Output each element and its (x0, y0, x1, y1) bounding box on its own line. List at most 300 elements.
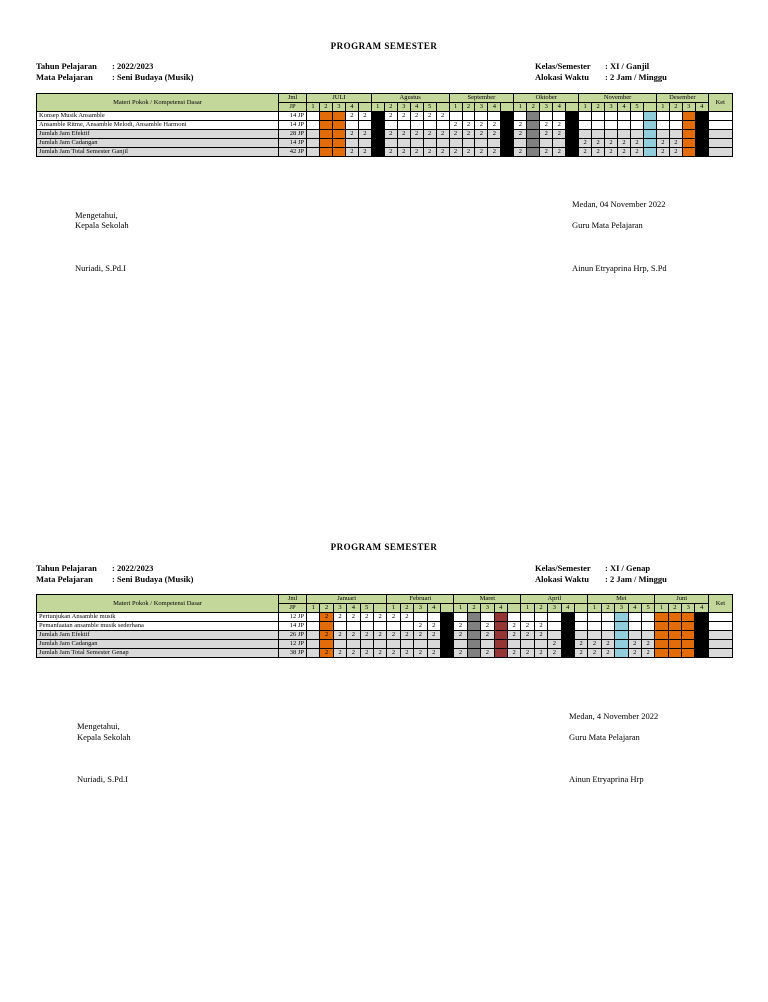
week-cell: 2 (397, 112, 410, 121)
week-cell (574, 631, 587, 640)
week-cell (358, 139, 371, 148)
week-cell (682, 631, 695, 640)
teacher-name: Ainun Etryaprina Hrp (569, 774, 644, 784)
week-header: 4 (347, 604, 360, 613)
week-cell (668, 640, 681, 649)
week-cell: 2 (360, 649, 373, 658)
week-cell (588, 631, 601, 640)
week-cell (618, 112, 631, 121)
week-cell (494, 613, 507, 622)
week-cell: 2 (345, 112, 358, 121)
table-row (37, 622, 733, 631)
row-ket (708, 130, 732, 139)
week-cell (561, 640, 574, 649)
header-jp: JP (279, 103, 307, 112)
week-cell: 2 (387, 613, 400, 622)
week-header: 3 (414, 604, 427, 613)
week-cell (618, 121, 631, 130)
week-cell (601, 622, 614, 631)
week-cell: 2 (360, 613, 373, 622)
week-cell: 2 (548, 640, 561, 649)
week-cell (628, 631, 641, 640)
week-cell (320, 622, 333, 631)
week-cell (345, 139, 358, 148)
week-header: 2 (384, 103, 397, 112)
schedule-table (36, 93, 733, 157)
week-header: 4 (410, 103, 423, 112)
week-cell (440, 613, 453, 622)
week-cell (682, 139, 695, 148)
week-cell: 2 (579, 139, 592, 148)
week-cell (695, 640, 708, 649)
week-header: 3 (548, 604, 561, 613)
week-cell: 2 (475, 148, 488, 157)
week-cell (358, 121, 371, 130)
week-cell: 2 (507, 622, 520, 631)
week-cell (655, 640, 668, 649)
week-cell: 2 (534, 622, 547, 631)
week-cell (540, 139, 553, 148)
week-cell (467, 649, 480, 658)
year-label: Tahun Pelajaran (36, 61, 97, 71)
week-cell (643, 130, 656, 139)
week-cell: 2 (333, 649, 346, 658)
week-header (436, 103, 449, 112)
week-cell (630, 112, 643, 121)
week-cell (475, 112, 488, 121)
week-cell (467, 631, 480, 640)
week-cell: 2 (592, 148, 605, 157)
week-cell: 2 (656, 139, 669, 148)
week-header: 1 (579, 103, 592, 112)
row-jp: 14 JP (279, 139, 307, 148)
week-cell: 2 (436, 148, 449, 157)
week-cell: 2 (488, 130, 501, 139)
week-cell (615, 622, 628, 631)
week-cell (682, 649, 695, 658)
week-cell (655, 649, 668, 658)
week-cell: 2 (423, 112, 436, 121)
week-cell (655, 613, 668, 622)
week-cell: 2 (333, 631, 346, 640)
week-cell: 2 (347, 613, 360, 622)
week-cell: 2 (358, 148, 371, 157)
week-cell (373, 640, 386, 649)
week-cell (307, 148, 320, 157)
week-cell: 2 (384, 148, 397, 157)
principal-title: Kepala Sekolah (77, 732, 131, 742)
week-cell (481, 640, 494, 649)
table-row (37, 112, 733, 121)
week-cell: 2 (475, 121, 488, 130)
week-cell (514, 139, 527, 148)
row-ket (708, 649, 732, 658)
week-cell (655, 631, 668, 640)
week-cell (449, 139, 462, 148)
week-cell: 2 (618, 148, 631, 157)
teacher-title: Guru Mata Pelajaran (569, 732, 640, 742)
week-cell: 2 (462, 121, 475, 130)
week-cell: 2 (454, 622, 467, 631)
week-cell (548, 613, 561, 622)
week-cell (574, 622, 587, 631)
week-cell (605, 112, 618, 121)
acknowledge-label: Mengetahui, (77, 721, 120, 731)
week-cell: 2 (592, 139, 605, 148)
week-cell (397, 121, 410, 130)
month-header: Januari (307, 595, 387, 604)
week-cell (548, 622, 561, 631)
time-label: Alokasi Waktu (535, 72, 589, 82)
week-header (501, 103, 514, 112)
week-cell (668, 631, 681, 640)
week-cell (501, 121, 514, 130)
week-cell (618, 130, 631, 139)
program-semester-ganjil (0, 0, 768, 500)
week-cell (566, 130, 579, 139)
week-cell (641, 622, 654, 631)
week-cell: 2 (514, 130, 527, 139)
week-cell (360, 640, 373, 649)
week-cell (605, 121, 618, 130)
week-header: 2 (668, 604, 681, 613)
week-cell: 2 (414, 622, 427, 631)
week-cell (601, 613, 614, 622)
week-cell: 2 (358, 112, 371, 121)
week-cell (494, 631, 507, 640)
week-cell: 2 (588, 649, 601, 658)
week-cell (307, 121, 320, 130)
week-cell (561, 631, 574, 640)
week-cell (481, 613, 494, 622)
week-cell (579, 112, 592, 121)
principal-name: Nuriadi, S.Pd.I (77, 774, 128, 784)
week-cell: 2 (618, 139, 631, 148)
week-cell (668, 649, 681, 658)
week-cell: 2 (481, 649, 494, 658)
class-label: Kelas/Semester (535, 563, 591, 573)
month-header: Oktober (514, 94, 579, 103)
subject-value: : Seni Budaya (Musik) (112, 574, 194, 584)
week-header: 2 (527, 103, 540, 112)
week-cell (384, 139, 397, 148)
week-cell (384, 121, 397, 130)
week-cell: 2 (427, 631, 440, 640)
week-header: 4 (561, 604, 574, 613)
week-header: 3 (481, 604, 494, 613)
week-cell (668, 613, 681, 622)
week-cell (440, 622, 453, 631)
week-header: 3 (682, 604, 695, 613)
place-date: Medan, 04 November 2022 (572, 199, 666, 209)
week-cell (605, 130, 618, 139)
row-material: Jumlah Jam Total Semester Ganjil (37, 148, 279, 157)
week-cell (467, 622, 480, 631)
week-cell: 2 (574, 640, 587, 649)
week-cell (695, 139, 708, 148)
week-header: 3 (397, 103, 410, 112)
week-cell: 2 (320, 613, 333, 622)
week-header (358, 103, 371, 112)
row-jp: 12 JP (279, 613, 307, 622)
week-cell (695, 121, 708, 130)
week-cell: 2 (320, 649, 333, 658)
teacher-title: Guru Mata Pelajaran (572, 220, 643, 230)
table-row (37, 121, 733, 130)
week-cell (682, 622, 695, 631)
week-cell: 2 (553, 130, 566, 139)
row-material: Jumlah Jam Cadangan (37, 640, 279, 649)
week-cell (307, 112, 320, 121)
week-header: 4 (618, 103, 631, 112)
week-header (440, 604, 453, 613)
table-row (37, 631, 733, 640)
week-cell (423, 121, 436, 130)
week-cell (319, 112, 332, 121)
week-cell (561, 622, 574, 631)
week-cell (414, 613, 427, 622)
week-cell (695, 613, 708, 622)
week-cell: 2 (475, 130, 488, 139)
week-cell (628, 622, 641, 631)
week-cell (669, 121, 682, 130)
week-cell (615, 631, 628, 640)
week-cell (641, 613, 654, 622)
week-cell (682, 613, 695, 622)
week-header (373, 604, 386, 613)
week-cell: 2 (481, 631, 494, 640)
week-cell: 2 (400, 631, 413, 640)
week-cell (332, 148, 345, 157)
week-header: 3 (333, 604, 346, 613)
week-cell: 2 (669, 148, 682, 157)
week-cell: 2 (449, 121, 462, 130)
row-material: Pertunjukan Ansamble musik (37, 613, 279, 622)
week-cell (332, 121, 345, 130)
week-cell: 2 (373, 649, 386, 658)
header-jml: Jml (279, 595, 307, 604)
month-header: Februari (387, 595, 454, 604)
week-cell (410, 139, 423, 148)
week-header: 3 (475, 103, 488, 112)
week-cell (566, 121, 579, 130)
time-label: Alokasi Waktu (535, 574, 589, 584)
week-header: 2 (534, 604, 547, 613)
week-cell: 2 (534, 631, 547, 640)
week-cell (414, 640, 427, 649)
month-header: Agustus (371, 94, 449, 103)
principal-title: Kepala Sekolah (75, 220, 129, 230)
week-cell (628, 613, 641, 622)
week-cell (579, 121, 592, 130)
week-cell (333, 622, 346, 631)
week-cell (454, 613, 467, 622)
week-cell (400, 622, 413, 631)
row-ket (708, 139, 732, 148)
table-row (37, 613, 733, 622)
week-cell (307, 649, 320, 658)
week-cell (592, 112, 605, 121)
week-cell (521, 613, 534, 622)
week-cell: 2 (387, 631, 400, 640)
week-cell: 2 (507, 649, 520, 658)
week-header: 4 (553, 103, 566, 112)
month-header: Desember (656, 94, 708, 103)
week-cell (592, 121, 605, 130)
week-cell (566, 148, 579, 157)
week-cell: 2 (534, 649, 547, 658)
week-cell: 2 (320, 631, 333, 640)
week-cell (669, 130, 682, 139)
page-title: PROGRAM SEMESTER (330, 542, 438, 552)
week-cell (494, 622, 507, 631)
row-jp: 42 JP (279, 148, 307, 157)
week-cell: 2 (588, 640, 601, 649)
week-cell (436, 139, 449, 148)
week-cell (630, 121, 643, 130)
week-cell (307, 130, 320, 139)
week-cell: 2 (462, 148, 475, 157)
table-row (37, 130, 733, 139)
week-cell (494, 640, 507, 649)
week-header: 3 (605, 103, 618, 112)
week-cell: 2 (414, 631, 427, 640)
week-cell (307, 613, 320, 622)
class-value: : XI / Ganjil (605, 61, 650, 71)
week-cell (695, 148, 708, 157)
week-cell: 2 (553, 148, 566, 157)
week-cell: 2 (630, 139, 643, 148)
subject-value: : Seni Budaya (Musik) (112, 72, 194, 82)
week-cell: 2 (397, 130, 410, 139)
week-cell: 2 (669, 139, 682, 148)
table-row (37, 640, 733, 649)
week-header: 3 (682, 103, 695, 112)
week-cell: 2 (423, 148, 436, 157)
week-cell (360, 622, 373, 631)
week-cell (527, 139, 540, 148)
week-cell: 2 (462, 130, 475, 139)
week-header: 2 (400, 604, 413, 613)
week-cell (454, 640, 467, 649)
week-cell (656, 121, 669, 130)
week-cell (501, 139, 514, 148)
week-header: 5 (641, 604, 654, 613)
row-jp: 28 JP (279, 130, 307, 139)
week-cell: 2 (410, 148, 423, 157)
week-cell (507, 613, 520, 622)
week-cell (501, 130, 514, 139)
header-jml: Jml (279, 94, 307, 103)
info-right (535, 563, 667, 585)
week-header: 1 (449, 103, 462, 112)
week-header: 1 (588, 604, 601, 613)
week-cell (643, 139, 656, 148)
week-cell: 2 (410, 130, 423, 139)
week-header: 1 (371, 103, 384, 112)
week-header: 4 (695, 604, 708, 613)
week-cell (527, 148, 540, 157)
row-ket (708, 613, 732, 622)
week-cell (307, 622, 320, 631)
week-cell (514, 112, 527, 121)
week-cell: 2 (410, 112, 423, 121)
table-row (37, 139, 733, 148)
week-cell (387, 622, 400, 631)
week-cell (320, 640, 333, 649)
subject-label: Mata Pelajaran (36, 72, 93, 82)
week-header: 5 (423, 103, 436, 112)
week-cell (695, 649, 708, 658)
week-cell (371, 112, 384, 121)
week-cell (387, 640, 400, 649)
week-cell (488, 139, 501, 148)
week-cell: 2 (436, 112, 449, 121)
principal-name: Nuriadi, S.Pd.I (75, 263, 126, 273)
week-cell (332, 112, 345, 121)
week-cell: 2 (548, 649, 561, 658)
info-right (535, 61, 667, 83)
week-cell: 2 (449, 148, 462, 157)
week-cell (319, 148, 332, 157)
week-cell (615, 640, 628, 649)
year-label: Tahun Pelajaran (36, 563, 97, 573)
year-value: : 2022/2023 (112, 61, 154, 71)
acknowledge-label: Mengetahui, (75, 210, 118, 220)
week-header: 3 (332, 103, 345, 112)
week-cell (630, 130, 643, 139)
week-cell: 2 (540, 130, 553, 139)
week-cell: 2 (579, 148, 592, 157)
week-header: 1 (655, 604, 668, 613)
week-cell: 2 (628, 640, 641, 649)
week-header: 5 (360, 604, 373, 613)
week-cell: 2 (488, 121, 501, 130)
week-cell (592, 130, 605, 139)
week-cell (440, 649, 453, 658)
week-cell: 2 (601, 640, 614, 649)
week-cell: 2 (553, 121, 566, 130)
week-cell: 2 (540, 148, 553, 157)
row-jp: 14 JP (279, 622, 307, 631)
week-cell (682, 148, 695, 157)
row-material: Jumlah Jam Efektif (37, 130, 279, 139)
week-cell: 2 (373, 631, 386, 640)
week-cell (371, 148, 384, 157)
class-value: : XI / Genap (605, 563, 651, 573)
week-cell: 2 (481, 622, 494, 631)
week-cell (566, 112, 579, 121)
week-cell: 2 (656, 148, 669, 157)
row-ket (708, 640, 732, 649)
week-cell (641, 631, 654, 640)
week-cell (319, 121, 332, 130)
place-date: Medan, 4 November 2022 (569, 711, 659, 721)
month-header: Juni (655, 595, 709, 604)
week-header: 1 (521, 604, 534, 613)
week-cell (615, 649, 628, 658)
week-cell (373, 622, 386, 631)
week-cell: 2 (507, 631, 520, 640)
week-cell: 2 (427, 622, 440, 631)
month-header: September (449, 94, 514, 103)
week-cell (436, 121, 449, 130)
week-cell: 2 (601, 649, 614, 658)
week-cell: 2 (373, 613, 386, 622)
week-cell (462, 112, 475, 121)
week-cell (682, 121, 695, 130)
week-cell (588, 622, 601, 631)
